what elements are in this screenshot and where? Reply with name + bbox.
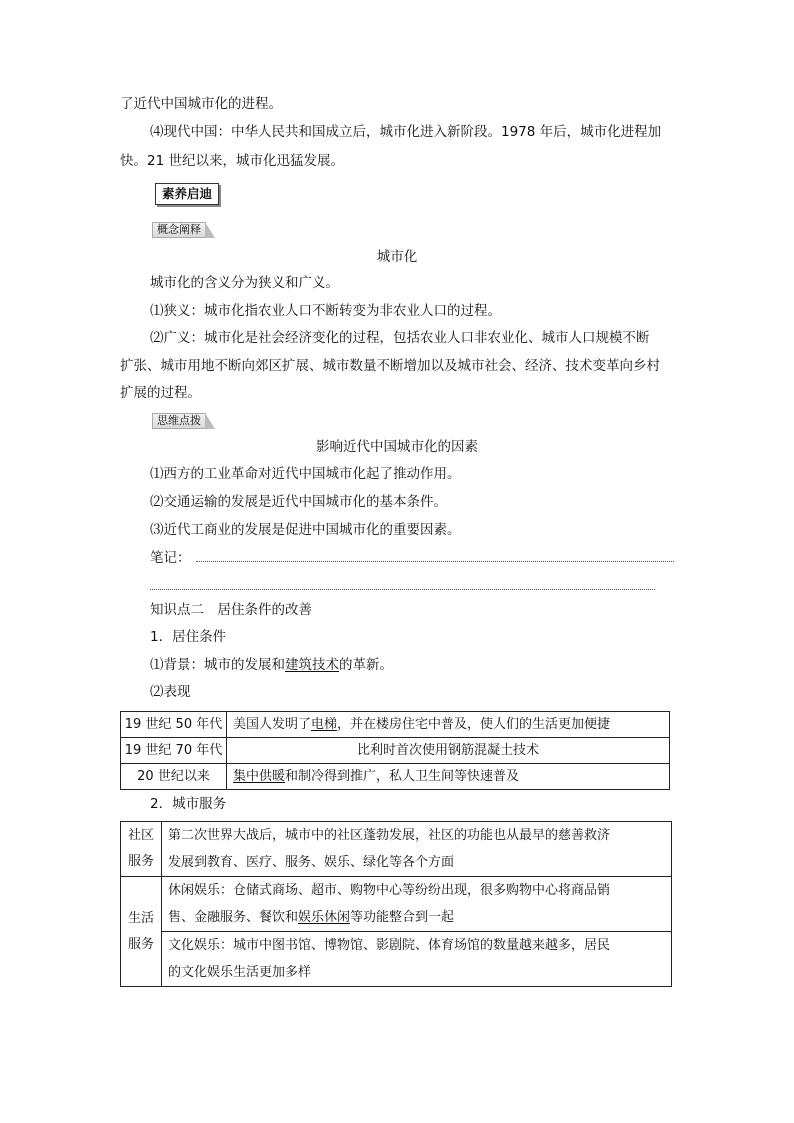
label-line: 社区 bbox=[127, 828, 154, 843]
content-cell bbox=[227, 764, 670, 790]
note-line-1[interactable] bbox=[196, 561, 674, 562]
background-underlined: 建筑技术 bbox=[285, 657, 339, 673]
cell-underlined: 电梯 bbox=[311, 716, 338, 732]
note-line-2[interactable] bbox=[150, 589, 655, 590]
thinking-badge: 思维点拨 bbox=[152, 413, 206, 429]
table-row bbox=[121, 764, 670, 790]
community-service-content bbox=[162, 822, 672, 877]
background-line bbox=[150, 655, 393, 675]
content-cell bbox=[227, 712, 670, 738]
cell-text: 售、金融服务、餐饮和 bbox=[168, 910, 299, 925]
leisure-content bbox=[162, 877, 672, 932]
cell-text: 美国人发明了 bbox=[233, 716, 312, 732]
cell-text: 第二次世界大战后，城市中的社区蓬勃发展，社区的功能也从最早的慈善救济 bbox=[168, 828, 611, 843]
cell-text: 文化娱乐：城市中图书馆、博物馆、影剧院、体育场馆的数量越来越多，居民 bbox=[168, 938, 611, 953]
intro-line-2: ⑷现代中国：中华人民共和国成立后，城市化进入新阶段。1978 年后，城市化进程加 bbox=[150, 124, 662, 140]
community-service-label bbox=[121, 822, 162, 877]
table-row bbox=[121, 877, 672, 932]
thinking-point-2: ⑵交通运输的发展是近代中国城市化的基本条件。 bbox=[150, 494, 447, 510]
time-cell: 19 世纪 50 年代 bbox=[121, 712, 227, 738]
background-prefix: ⑴背景：城市的发展和 bbox=[150, 657, 285, 673]
cell-underlined: 集中供暖 bbox=[233, 768, 286, 784]
cell-underlined: 娱乐休闲 bbox=[298, 910, 351, 925]
intro-line-1: 了近代中国城市化的进程。 bbox=[120, 96, 282, 112]
table-row bbox=[121, 712, 670, 738]
life-service-label bbox=[121, 877, 162, 987]
label-line: 生活 bbox=[127, 910, 154, 926]
note-label: 笔记： bbox=[150, 550, 191, 566]
content-cell: 比利时首次使用钢筋混凝土技术 bbox=[227, 738, 670, 764]
culture-content bbox=[162, 932, 672, 987]
living-conditions-table bbox=[120, 711, 670, 790]
subsection-living-conditions: 1．居住条件 bbox=[150, 629, 227, 645]
section-heading: 知识点二 居住条件的改善 bbox=[150, 602, 312, 618]
concept-broad-line-2: 扩张、城市用地不断向郊区扩展、城市数量不断增加以及城市社会、经济、技术变革向乡村 bbox=[120, 358, 660, 374]
cell-text: 等功能整合到一起 bbox=[350, 910, 455, 925]
thinking-point-3: ⑶近代工商业的发展是促进中国城市化的重要因素。 bbox=[150, 522, 461, 538]
city-services-table bbox=[120, 821, 672, 987]
concept-broad-line-3: 扩展的过程。 bbox=[120, 385, 201, 401]
cell-text: 休闲娱乐：仓储式商场、超市、购物中心等纷纷出现，很多购物中心将商品销 bbox=[168, 883, 611, 898]
label-line: 服务 bbox=[127, 854, 154, 869]
thinking-point-1: ⑴西方的工业革命对近代中国城市化起了推动作用。 bbox=[150, 466, 461, 482]
time-cell: 19 世纪 70 年代 bbox=[121, 738, 227, 764]
cell-text: 的文化娱乐生活更加多样 bbox=[168, 965, 312, 980]
cell-text: 和制冷得到推广，私人卫生间等快速普及 bbox=[285, 768, 520, 784]
time-cell: 20 世纪以来 bbox=[121, 764, 227, 790]
performance-label: ⑵表现 bbox=[150, 684, 191, 700]
cell-text: 发展到教育、医疗、服务、娱乐、绿化等各个方面 bbox=[168, 855, 455, 870]
concept-lead: 城市化的含义分为狭义和广义。 bbox=[150, 275, 339, 291]
background-suffix: 的革新。 bbox=[339, 657, 393, 673]
thinking-title: 影响近代中国城市化的因素 bbox=[316, 439, 478, 455]
subsection-city-services: 2．城市服务 bbox=[150, 796, 227, 812]
label-line: 服务 bbox=[127, 936, 154, 952]
cell-text: ，并在楼房住宅中普及，使人们的生活更加便捷 bbox=[337, 716, 611, 732]
concept-broad-line-1: ⑵广义：城市化是社会经济变化的过程，包括农业人口非农业化、城市人口规模不断 bbox=[150, 330, 650, 346]
intro-line-3: 快。21 世纪以来，城市化迅猛发展。 bbox=[120, 153, 344, 169]
table-row bbox=[121, 932, 672, 987]
concept-narrow: ⑴狭义：城市化指农业人口不断转变为非农业人口的过程。 bbox=[150, 303, 501, 319]
concept-badge: 概念阐释 bbox=[152, 222, 206, 238]
table-row bbox=[121, 738, 670, 764]
concept-title: 城市化 bbox=[376, 249, 418, 265]
table-row bbox=[121, 822, 672, 877]
literacy-badge: 素养启迪 bbox=[155, 183, 219, 205]
